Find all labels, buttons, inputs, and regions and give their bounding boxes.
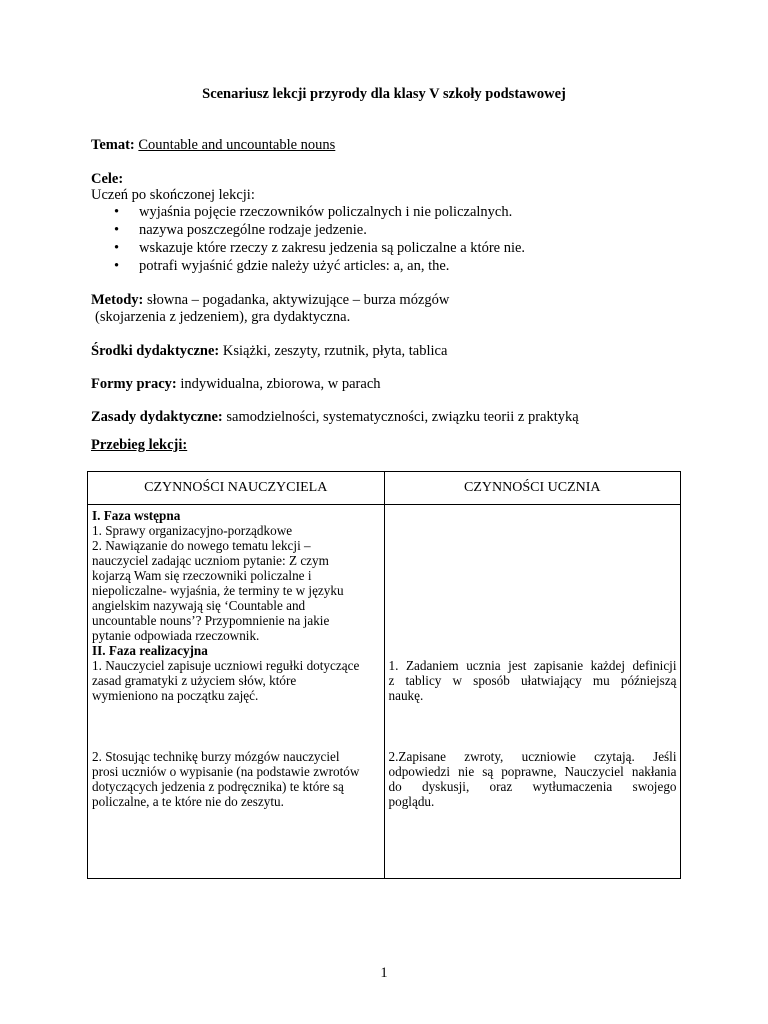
- goals-list: [91, 203, 525, 275]
- phase1-line: nauczyciel zadając uczniom pytanie: Z czym: [92, 553, 329, 568]
- student-line: poglądu.: [388, 794, 435, 809]
- phase2-line: prosi uczniów o wypisanie (na podstawie zwrotów: [92, 764, 360, 779]
- phase1-line: angielskim nazywają się ‘Countable and: [92, 598, 306, 613]
- goal-item: • nazywa poszczególne rodzaje jedzenie.: [114, 222, 367, 238]
- phase1-line: uncountable nouns’? Przypomnienie na jakie: [92, 613, 330, 628]
- phase2-title: II. Faza realizacyjna: [92, 643, 208, 658]
- goals-intro: Uczeń po skończonej lekcji:: [91, 187, 255, 203]
- principles-value: samodzielności, systematyczności, związku teorii z praktyką: [226, 409, 579, 425]
- page-number: 1: [380, 965, 388, 981]
- phase1-line: pytanie odpowiada rzeczownik.: [92, 628, 260, 643]
- goal-item: • wyjaśnia pojęcie rzeczowników policzalnych i nie policzalnych.: [114, 204, 513, 220]
- table-row: [88, 505, 681, 879]
- resources-value: Książki, zeszyty, rzutnik, płyta, tablica: [222, 343, 448, 359]
- topic-line: [91, 137, 335, 154]
- phase1-title: I. Faza wstępna: [92, 508, 181, 523]
- phase1-line: kojarzą Wam się rzeczowniki policzalne i: [92, 568, 312, 583]
- topic-label: Temat:: [91, 137, 135, 153]
- goals-label: Cele:: [91, 171, 124, 187]
- phase1-line: 1. Sprawy organizacyjno-porządkowe: [92, 523, 293, 538]
- table-header-row: [88, 472, 681, 505]
- work-forms-value: indywidualna, zbiorowa, w parach: [180, 376, 381, 392]
- principles-label: Zasady dydaktyczne:: [91, 409, 223, 425]
- header-teacher: CZYNNOŚCI NAUCZYCIELA: [88, 472, 385, 505]
- goal-item: • wskazuje które rzeczy z zakresu jedzenia są policzalne a które nie.: [114, 240, 526, 256]
- bullet-icon: •: [114, 222, 120, 238]
- phase2-line: 2. Stosując technikę burzy mózgów nauczyciel: [92, 749, 340, 764]
- phase1-line: 2. Nawiązanie do nowego tematu lekcji –: [92, 538, 311, 553]
- student-cell: [384, 505, 680, 879]
- student-line: 1. Zadaniem ucznia jest zapisanie każdej definicji: [388, 658, 677, 673]
- student-line: naukę.: [388, 688, 424, 703]
- phase2-line: 1. Nauczyciel zapisuje uczniowi regułki dotyczące: [92, 658, 360, 673]
- header-student: CZYNNOŚCI UCZNIA: [384, 472, 680, 505]
- teacher-cell: [88, 505, 385, 879]
- work-forms-label: Formy pracy:: [91, 376, 177, 392]
- topic-value: Countable and uncountable nouns: [138, 137, 336, 153]
- student-line: z tablicy w sposób ułatwiający mu późniejszą: [388, 673, 677, 688]
- document-title: Scenariusz lekcji przyrody dla klasy V szkoły podstawowej: [202, 86, 566, 102]
- goal-item: • potrafi wyjaśnić gdzie należy użyć articles: a, an, the.: [114, 258, 450, 274]
- principles-line: [91, 409, 579, 426]
- student-line: do dyskusji, oraz wytłumaczenia swojego: [388, 779, 677, 794]
- methods-value: słowna – pogadanka, aktywizujące – burza mózgów: [146, 292, 450, 308]
- methods-continuation: (skojarzenia z jedzeniem), gra dydaktyczna.: [95, 309, 351, 325]
- student-line: 2.Zapisane zwroty, uczniowie czytają. Jeśli: [388, 749, 677, 764]
- student-line: odpowiedzi nie są poprawne, Nauczyciel nakłania: [388, 764, 677, 779]
- methods-line: [91, 292, 449, 309]
- phase2-line: policzalne, a te które nie do zeszytu.: [92, 794, 284, 809]
- bullet-icon: •: [114, 204, 120, 220]
- bullet-icon: •: [114, 258, 120, 274]
- phase2-line: zasad gramatyki z użyciem słów, które: [92, 673, 297, 688]
- resources-label: Środki dydaktyczne:: [91, 343, 220, 359]
- resources-line: [91, 343, 447, 360]
- course-heading: Przebieg lekcji:: [91, 437, 188, 453]
- methods-label: Metody:: [91, 292, 144, 308]
- work-forms-line: [91, 376, 381, 393]
- lesson-table: [87, 471, 681, 879]
- phase2-line: wymieniono na początku zajęć.: [92, 688, 259, 703]
- phase1-line: niepoliczalne- wyjaśnia, że terminy te w języku: [92, 583, 344, 598]
- phase2-line: dotyczących jedzenia z podręcznika) te które są: [92, 779, 344, 794]
- bullet-icon: •: [114, 240, 120, 256]
